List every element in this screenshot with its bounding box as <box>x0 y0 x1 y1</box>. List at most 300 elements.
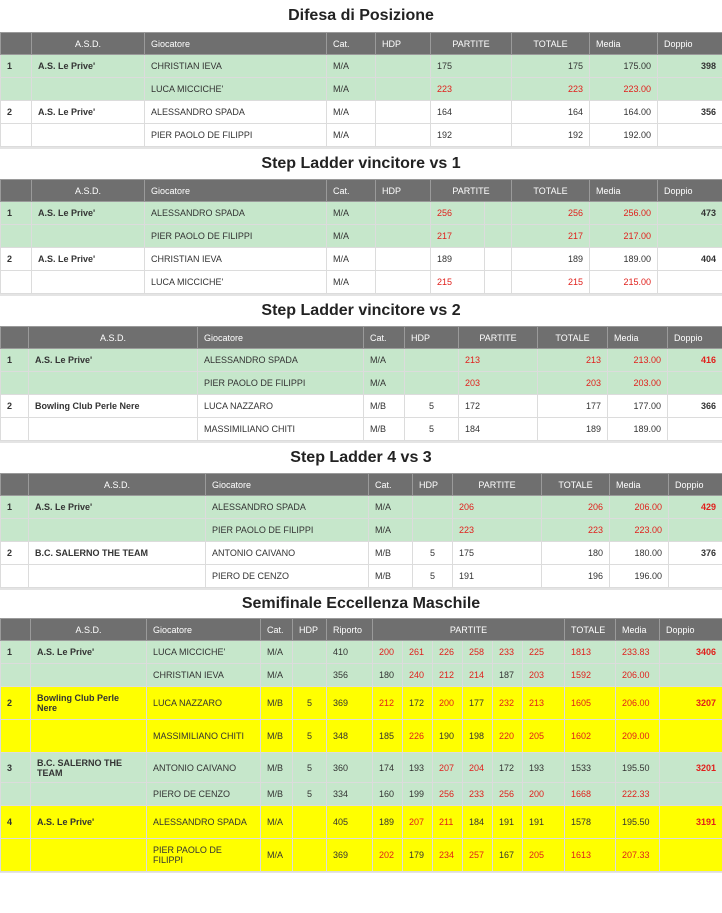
cat-cell: M/A <box>364 349 405 372</box>
avg-cell: 223.00 <box>610 519 669 542</box>
game-cell: 226 <box>403 720 433 753</box>
avg-cell: 217.00 <box>590 225 658 248</box>
col-header-asd: A.S.D. <box>32 180 145 202</box>
col-header-total: TOTALE <box>512 33 590 55</box>
cat-cell: M/A <box>327 271 376 294</box>
player-cell: LUCA NAZZARO <box>198 395 364 418</box>
section-step-ladder-4-vs-3 <box>0 442 722 589</box>
double-cell <box>660 664 722 687</box>
game-cell: 180 <box>373 664 403 687</box>
player-cell: LUCA MICCICHE' <box>145 271 327 294</box>
player-cell: PIER PAOLO DE FILIPPI <box>147 839 261 872</box>
double-cell <box>660 783 722 806</box>
game-cell: 204 <box>463 753 493 783</box>
section-title: Step Ladder 4 vs 3 <box>290 449 432 466</box>
asd-cell: A.S. Le Prive' <box>31 641 147 664</box>
game-cell: 258 <box>463 641 493 664</box>
table-header-row <box>1 619 722 641</box>
avg-cell: 206.00 <box>616 664 660 687</box>
game-cell: 172 <box>459 395 538 418</box>
asd-cell <box>29 519 206 542</box>
game-spacer-cell <box>485 271 512 294</box>
table-header-row <box>1 474 722 496</box>
total-cell: 203 <box>538 372 608 395</box>
carry-cell: 356 <box>327 664 373 687</box>
col-header-hdp: HDP <box>376 33 431 55</box>
table-row <box>1 372 722 395</box>
double-cell <box>669 565 722 588</box>
cat-cell: M/A <box>369 519 413 542</box>
avg-cell: 203.00 <box>608 372 668 395</box>
carry-cell: 348 <box>327 720 373 753</box>
player-cell: LUCA NAZZARO <box>147 687 261 720</box>
col-header-games: PARTITE <box>453 474 542 496</box>
total-cell: 189 <box>512 248 590 271</box>
game-cell: 175 <box>431 55 512 78</box>
carry-cell: 369 <box>327 687 373 720</box>
total-cell: 213 <box>538 349 608 372</box>
double-cell: 398 <box>658 55 722 78</box>
game-cell: 193 <box>403 753 433 783</box>
double-cell: 473 <box>658 202 722 225</box>
table-row <box>1 349 722 372</box>
game-cell: 172 <box>403 687 433 720</box>
col-header-games: PARTITE <box>373 619 565 641</box>
player-cell: MASSIMILIANO CHITI <box>147 720 261 753</box>
asd-cell <box>31 664 147 687</box>
hdp-cell <box>376 78 431 101</box>
col-header-asd: A.S.D. <box>29 474 206 496</box>
double-cell <box>658 78 722 101</box>
col-header-asd: A.S.D. <box>29 327 198 349</box>
cat-cell: M/B <box>261 720 293 753</box>
table-row <box>1 720 722 753</box>
game-cell: 164 <box>431 101 512 124</box>
hdp-cell: 5 <box>293 783 327 806</box>
results-table <box>0 32 722 147</box>
hdp-cell <box>376 101 431 124</box>
total-cell: 177 <box>538 395 608 418</box>
cat-cell: M/A <box>327 248 376 271</box>
double-cell: 3191 <box>660 806 722 839</box>
game-cell: 211 <box>433 806 463 839</box>
pos-cell <box>1 565 29 588</box>
pos-cell: 1 <box>1 202 32 225</box>
table-row <box>1 753 722 783</box>
carry-cell: 360 <box>327 753 373 783</box>
col-header-carry: Riporto <box>327 619 373 641</box>
asd-cell <box>31 839 147 872</box>
double-cell: 356 <box>658 101 722 124</box>
col-header-games: PARTITE <box>459 327 538 349</box>
hdp-cell <box>376 124 431 147</box>
col-header-avg: Media <box>590 33 658 55</box>
table-row <box>1 418 722 441</box>
avg-cell: 175.00 <box>590 55 658 78</box>
game-cell: 214 <box>463 664 493 687</box>
section-semifinale-eccellenza-maschile <box>0 589 722 873</box>
game-cell: 203 <box>459 372 538 395</box>
col-header-player: Giocatore <box>145 180 327 202</box>
col-header-player: Giocatore <box>147 619 261 641</box>
hdp-cell <box>293 641 327 664</box>
hdp-cell: 5 <box>293 687 327 720</box>
game-cell: 217 <box>431 225 485 248</box>
avg-cell: 177.00 <box>608 395 668 418</box>
table-row <box>1 641 722 664</box>
pos-cell <box>1 372 29 395</box>
avg-cell: 215.00 <box>590 271 658 294</box>
game-cell: 192 <box>431 124 512 147</box>
player-cell: CHRISTIAN IEVA <box>145 55 327 78</box>
total-cell: 256 <box>512 202 590 225</box>
table-row <box>1 806 722 839</box>
cat-cell: M/A <box>327 202 376 225</box>
section-difesa-di-posizione <box>0 0 722 148</box>
col-header-asd: A.S.D. <box>31 619 147 641</box>
table-row <box>1 225 722 248</box>
game-cell: 189 <box>431 248 485 271</box>
pos-cell: 1 <box>1 496 29 519</box>
double-cell <box>660 720 722 753</box>
double-cell <box>668 372 722 395</box>
game-cell: 213 <box>523 687 565 720</box>
game-cell: 212 <box>433 664 463 687</box>
game-cell: 191 <box>523 806 565 839</box>
col-header-games: PARTITE <box>431 180 512 202</box>
pos-cell <box>1 783 31 806</box>
avg-cell: 196.00 <box>610 565 669 588</box>
player-cell: ALESSANDRO SPADA <box>198 349 364 372</box>
double-cell: 429 <box>669 496 722 519</box>
player-cell: ALESSANDRO SPADA <box>206 496 369 519</box>
game-cell: 223 <box>453 519 542 542</box>
table-row <box>1 248 722 271</box>
carry-cell: 410 <box>327 641 373 664</box>
pos-cell <box>1 519 29 542</box>
hdp-cell <box>376 271 431 294</box>
section-title: Step Ladder vincitore vs 1 <box>261 155 461 172</box>
asd-cell: B.C. SALERNO THE TEAM <box>31 753 147 783</box>
results-table <box>0 326 722 441</box>
pos-cell <box>1 720 31 753</box>
table-row <box>1 664 722 687</box>
player-cell: PIER PAOLO DE FILIPPI <box>145 124 327 147</box>
avg-cell: 223.00 <box>590 78 658 101</box>
avg-cell: 189.00 <box>608 418 668 441</box>
game-cell: 200 <box>523 783 565 806</box>
player-cell: PIERO DE CENZO <box>147 783 261 806</box>
avg-cell: 209.00 <box>616 720 660 753</box>
game-cell: 232 <box>493 687 523 720</box>
pos-cell: 1 <box>1 349 29 372</box>
total-cell: 206 <box>542 496 610 519</box>
cat-cell: M/A <box>327 225 376 248</box>
table-row <box>1 395 722 418</box>
game-cell: 191 <box>493 806 523 839</box>
cat-cell: M/B <box>369 542 413 565</box>
game-cell: 191 <box>453 565 542 588</box>
carry-cell: 369 <box>327 839 373 872</box>
asd-cell <box>31 720 147 753</box>
game-cell: 261 <box>403 641 433 664</box>
double-cell: 3207 <box>660 687 722 720</box>
game-spacer-cell <box>485 225 512 248</box>
results-table <box>0 473 722 588</box>
table-row <box>1 565 722 588</box>
double-cell <box>660 839 722 872</box>
avg-cell: 189.00 <box>590 248 658 271</box>
table-row <box>1 101 722 124</box>
cat-cell: M/A <box>261 664 293 687</box>
avg-cell: 195.50 <box>616 753 660 783</box>
col-header-total: TOTALE <box>542 474 610 496</box>
hdp-cell <box>376 55 431 78</box>
total-cell: 215 <box>512 271 590 294</box>
hdp-cell <box>376 225 431 248</box>
cat-cell: M/A <box>364 372 405 395</box>
game-cell: 220 <box>493 720 523 753</box>
double-cell: 366 <box>668 395 722 418</box>
section-title: Difesa di Posizione <box>288 7 434 24</box>
table-row <box>1 687 722 720</box>
hdp-cell <box>413 496 453 519</box>
player-cell: PIER PAOLO DE FILIPPI <box>145 225 327 248</box>
avg-cell: 207.33 <box>616 839 660 872</box>
game-cell: 179 <box>403 839 433 872</box>
player-cell: LUCA MICCICHE' <box>147 641 261 664</box>
game-cell: 207 <box>433 753 463 783</box>
total-cell: 1592 <box>565 664 616 687</box>
col-header-cat: Cat. <box>261 619 293 641</box>
cat-cell: M/B <box>369 565 413 588</box>
hdp-cell <box>405 349 459 372</box>
pos-cell: 2 <box>1 542 29 565</box>
asd-cell <box>32 271 145 294</box>
double-cell <box>658 124 722 147</box>
results-table <box>0 618 722 872</box>
game-cell: 185 <box>373 720 403 753</box>
pos-cell <box>1 418 29 441</box>
pos-cell <box>1 664 31 687</box>
pos-cell: 1 <box>1 641 31 664</box>
total-cell: 1813 <box>565 641 616 664</box>
game-cell: 223 <box>431 78 512 101</box>
avg-cell: 195.50 <box>616 806 660 839</box>
game-cell: 233 <box>493 641 523 664</box>
game-cell: 200 <box>373 641 403 664</box>
col-header-cat: Cat. <box>327 33 376 55</box>
table-row <box>1 839 722 872</box>
game-spacer-cell <box>485 248 512 271</box>
cat-cell: M/A <box>261 806 293 839</box>
total-cell: 196 <box>542 565 610 588</box>
hdp-cell <box>413 519 453 542</box>
table-row <box>1 202 722 225</box>
col-header-double: Doppio <box>658 33 722 55</box>
player-cell: ALESSANDRO SPADA <box>145 101 327 124</box>
player-cell: MASSIMILIANO CHITI <box>198 418 364 441</box>
game-cell: 233 <box>463 783 493 806</box>
hdp-cell: 5 <box>413 542 453 565</box>
player-cell: ALESSANDRO SPADA <box>147 806 261 839</box>
hdp-cell <box>405 372 459 395</box>
total-cell: 217 <box>512 225 590 248</box>
col-header-games: PARTITE <box>431 33 512 55</box>
game-cell: 205 <box>523 720 565 753</box>
cat-cell: M/A <box>327 101 376 124</box>
player-cell: PIERO DE CENZO <box>206 565 369 588</box>
player-cell: ANTONIO CAIVANO <box>206 542 369 565</box>
table-row <box>1 783 722 806</box>
hdp-cell: 5 <box>293 720 327 753</box>
game-cell: 256 <box>433 783 463 806</box>
game-cell: 207 <box>403 806 433 839</box>
total-cell: 164 <box>512 101 590 124</box>
total-cell: 223 <box>512 78 590 101</box>
cat-cell: M/B <box>261 783 293 806</box>
table-header-row <box>1 180 722 202</box>
cat-cell: M/A <box>261 839 293 872</box>
col-header-player: Giocatore <box>206 474 369 496</box>
col-header-avg: Media <box>616 619 660 641</box>
col-header-cat: Cat. <box>369 474 413 496</box>
pos-cell: 2 <box>1 687 31 720</box>
col-header-total: TOTALE <box>512 180 590 202</box>
game-cell: 199 <box>403 783 433 806</box>
table-row <box>1 271 722 294</box>
game-cell: 256 <box>431 202 485 225</box>
total-cell: 1668 <box>565 783 616 806</box>
asd-cell: Bowling Club Perle Nere <box>29 395 198 418</box>
col-header-pos <box>1 474 29 496</box>
game-cell: 256 <box>493 783 523 806</box>
pos-cell: 3 <box>1 753 31 783</box>
cat-cell: M/A <box>327 78 376 101</box>
col-header-player: Giocatore <box>198 327 364 349</box>
game-cell: 184 <box>459 418 538 441</box>
game-cell: 240 <box>403 664 433 687</box>
game-cell: 193 <box>523 753 565 783</box>
cat-cell: M/A <box>327 124 376 147</box>
cat-cell: M/B <box>261 753 293 783</box>
total-cell: 1602 <box>565 720 616 753</box>
pos-cell: 2 <box>1 395 29 418</box>
hdp-cell: 5 <box>413 565 453 588</box>
col-header-player: Giocatore <box>145 33 327 55</box>
player-cell: ANTONIO CAIVANO <box>147 753 261 783</box>
col-header-hdp: HDP <box>405 327 459 349</box>
asd-cell: A.S. Le Prive' <box>29 349 198 372</box>
hdp-cell <box>293 664 327 687</box>
col-header-cat: Cat. <box>364 327 405 349</box>
double-cell <box>668 418 722 441</box>
game-cell: 175 <box>453 542 542 565</box>
table-row <box>1 542 722 565</box>
pos-cell <box>1 124 32 147</box>
carry-cell: 405 <box>327 806 373 839</box>
asd-cell <box>29 418 198 441</box>
avg-cell: 233.83 <box>616 641 660 664</box>
table-row <box>1 519 722 542</box>
game-cell: 172 <box>493 753 523 783</box>
asd-cell <box>32 78 145 101</box>
game-cell: 257 <box>463 839 493 872</box>
player-cell: ALESSANDRO SPADA <box>145 202 327 225</box>
col-header-avg: Media <box>610 474 669 496</box>
game-cell: 203 <box>523 664 565 687</box>
game-cell: 198 <box>463 720 493 753</box>
avg-cell: 222.33 <box>616 783 660 806</box>
asd-cell: A.S. Le Prive' <box>32 202 145 225</box>
total-cell: 175 <box>512 55 590 78</box>
double-cell: 3201 <box>660 753 722 783</box>
player-cell: CHRISTIAN IEVA <box>147 664 261 687</box>
double-cell <box>658 225 722 248</box>
section-title: Semifinale Eccellenza Maschile <box>241 595 481 612</box>
game-cell: 184 <box>463 806 493 839</box>
double-cell: 404 <box>658 248 722 271</box>
asd-cell <box>29 565 206 588</box>
asd-cell: B.C. SALERNO THE TEAM <box>29 542 206 565</box>
game-cell: 234 <box>433 839 463 872</box>
total-cell: 223 <box>542 519 610 542</box>
hdp-cell <box>293 806 327 839</box>
pos-cell: 2 <box>1 248 32 271</box>
total-cell: 192 <box>512 124 590 147</box>
asd-cell <box>32 225 145 248</box>
game-cell: 205 <box>523 839 565 872</box>
col-header-avg: Media <box>608 327 668 349</box>
asd-cell <box>31 783 147 806</box>
section-step-ladder-vincitore-vs-1 <box>0 148 722 295</box>
game-spacer-cell <box>485 202 512 225</box>
cat-cell: M/A <box>369 496 413 519</box>
game-cell: 225 <box>523 641 565 664</box>
avg-cell: 256.00 <box>590 202 658 225</box>
game-cell: 200 <box>433 687 463 720</box>
game-cell: 189 <box>373 806 403 839</box>
avg-cell: 164.00 <box>590 101 658 124</box>
hdp-cell <box>376 202 431 225</box>
table-row <box>1 496 722 519</box>
game-cell: 202 <box>373 839 403 872</box>
col-header-pos <box>1 180 32 202</box>
col-header-pos <box>1 327 29 349</box>
double-cell <box>658 271 722 294</box>
avg-cell: 180.00 <box>610 542 669 565</box>
total-cell: 189 <box>538 418 608 441</box>
avg-cell: 213.00 <box>608 349 668 372</box>
game-cell: 206 <box>453 496 542 519</box>
hdp-cell: 5 <box>405 418 459 441</box>
double-cell <box>669 519 722 542</box>
asd-cell <box>32 124 145 147</box>
asd-cell: A.S. Le Prive' <box>29 496 206 519</box>
results-table <box>0 179 722 294</box>
avg-cell: 192.00 <box>590 124 658 147</box>
table-header-row <box>1 33 722 55</box>
asd-cell <box>29 372 198 395</box>
carry-cell: 334 <box>327 783 373 806</box>
game-cell: 213 <box>459 349 538 372</box>
hdp-cell: 5 <box>293 753 327 783</box>
game-cell: 160 <box>373 783 403 806</box>
col-header-hdp: HDP <box>376 180 431 202</box>
cat-cell: M/B <box>364 395 405 418</box>
table-row <box>1 124 722 147</box>
player-cell: CHRISTIAN IEVA <box>145 248 327 271</box>
